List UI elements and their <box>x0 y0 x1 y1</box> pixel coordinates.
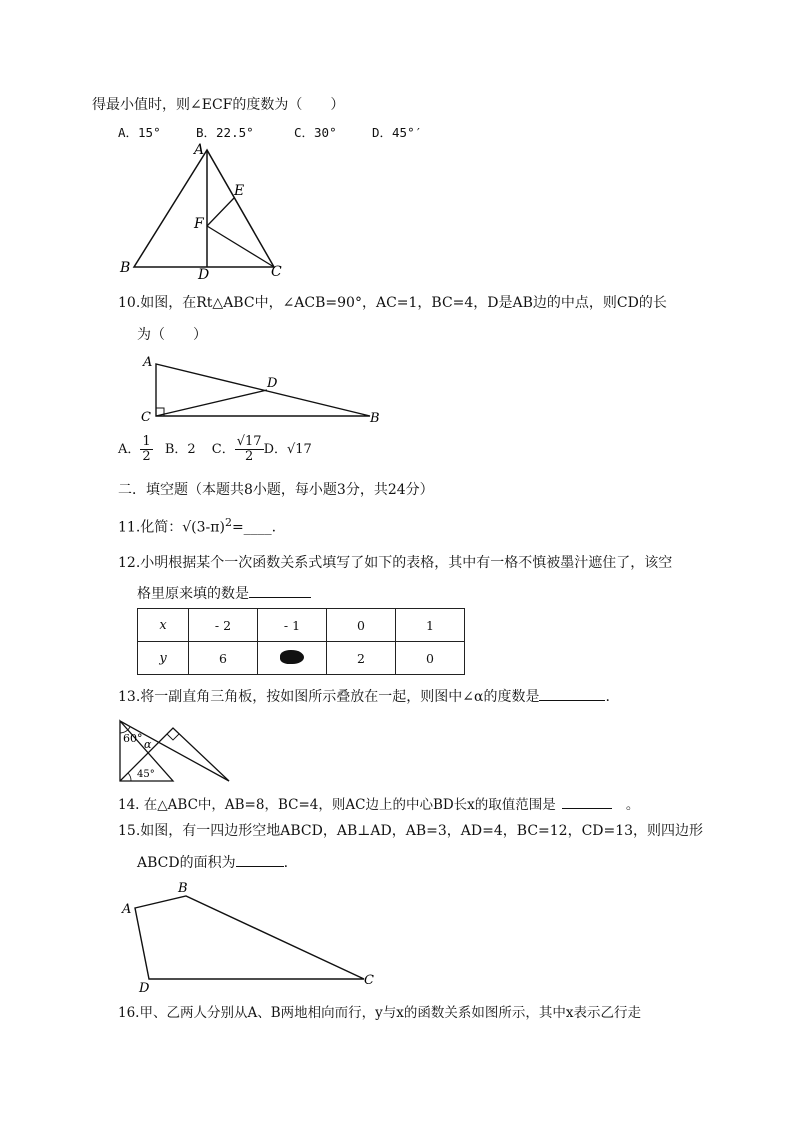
table-cell: 1 <box>396 609 465 642</box>
q15-label-d: D <box>139 981 150 994</box>
q10-label-a: A <box>143 355 153 370</box>
q9-option-b: B．22.5° <box>196 125 254 140</box>
q10-figure <box>138 350 388 428</box>
q13-figure <box>117 718 233 784</box>
q13-answer-blank <box>539 700 605 701</box>
q11-prefix: 11.化简： <box>118 519 183 536</box>
q10-options <box>118 435 312 464</box>
q9-label-f: F <box>194 216 204 232</box>
q10-option-a-frac: $\frac{1}{2}$ <box>142 434 151 464</box>
q10-option-b: B．2 <box>164 442 196 457</box>
q11-tail: =____. <box>231 519 277 536</box>
q10-label-d: D <box>267 376 278 391</box>
table-cell: 6 <box>189 642 258 675</box>
q10-label-b: B <box>370 411 380 426</box>
table-x-label: x <box>138 609 189 642</box>
table-cell: 0 <box>396 642 465 675</box>
q11 <box>118 514 276 537</box>
q10-line2: 为（ ） <box>137 327 207 343</box>
q9-option-c: C．30° <box>294 125 337 140</box>
q9-figure <box>110 140 300 282</box>
table-cell: - 1 <box>258 609 327 642</box>
q10-option-a: A． <box>118 442 141 457</box>
q11-power: 2 <box>224 516 232 529</box>
q14-answer-blank <box>562 808 612 809</box>
q10-option-c-frac: $\frac{√17}{2}$ <box>236 434 262 464</box>
q10-option-d: D．√17 <box>263 442 312 457</box>
q12-value-table <box>137 608 465 675</box>
table-y-label: y <box>138 642 189 675</box>
q15-figure <box>115 878 385 994</box>
table-cell: 0 <box>327 609 396 642</box>
table-row <box>138 642 465 675</box>
q9-option-d: D．45°′ <box>372 125 423 140</box>
q9-continuation: 得最小值时，则∠ECF的度数为（ ） <box>92 97 345 113</box>
q9-label-a: A <box>194 142 205 158</box>
table-cell: 2 <box>327 642 396 675</box>
q15-label-c: C <box>364 973 374 988</box>
q14-text: 14. 在△ABC中，AB=8，BC=4，则AC边上的中心BD长x的取值范围是 。 <box>118 797 640 813</box>
q9-label-c: C <box>271 264 282 280</box>
q15-answer-blank <box>236 866 284 867</box>
q12-answer-blank <box>249 597 311 598</box>
table-row <box>138 609 465 642</box>
q10-option-c: C． <box>211 442 235 457</box>
q13-label-45: 45° <box>137 769 155 780</box>
ink-blot <box>280 650 304 664</box>
table-cell-ink-blot <box>258 642 327 675</box>
table-cell: - 2 <box>189 609 258 642</box>
q9-label-d: D <box>198 267 210 282</box>
q13-text: 13.将一副直角三角板，按如图所示叠放在一起，则图中∠α的度数是 . <box>118 689 610 705</box>
q15-line1: 15.如图，有一四边形空地ABCD，AB⊥AD，AB=3，AD=4，BC=12，CD=13，则四边形 <box>118 823 704 839</box>
q15-label-b: B <box>178 881 188 896</box>
q12-line1: 12.小明根据某个一次函数关系式填写了如下的表格，其中有一格不慎被墨汁遮住了，该空 <box>118 555 673 571</box>
q9-label-e: E <box>234 183 245 199</box>
q15-line2: ABCD的面积为 . <box>137 855 289 871</box>
q13-label-60: 60° <box>123 732 143 745</box>
q10-label-c: C <box>141 410 151 425</box>
q13-label-alpha: α <box>144 738 152 751</box>
q9-option-a: A．15° <box>118 125 161 140</box>
q9-label-b: B <box>120 260 131 276</box>
q10-line1: 10.如图，在Rt△ABC中，∠ACB=90°，AC=1，BC=4，D是AB边的中点，则CD的长 <box>118 295 667 311</box>
section-2-heading: 二．填空题（本题共8小题，每小题3分，共24分） <box>118 482 434 498</box>
q15-label-a: A <box>122 902 132 917</box>
q16-text: 16.甲、乙两人分别从A、B两地相向而行，y与x的函数关系如图所示，其中x表示乙行走 <box>118 1005 641 1021</box>
q12-line2: 格里原来填的数是 <box>137 585 311 603</box>
q11-expr: √(3-π) <box>182 519 225 536</box>
